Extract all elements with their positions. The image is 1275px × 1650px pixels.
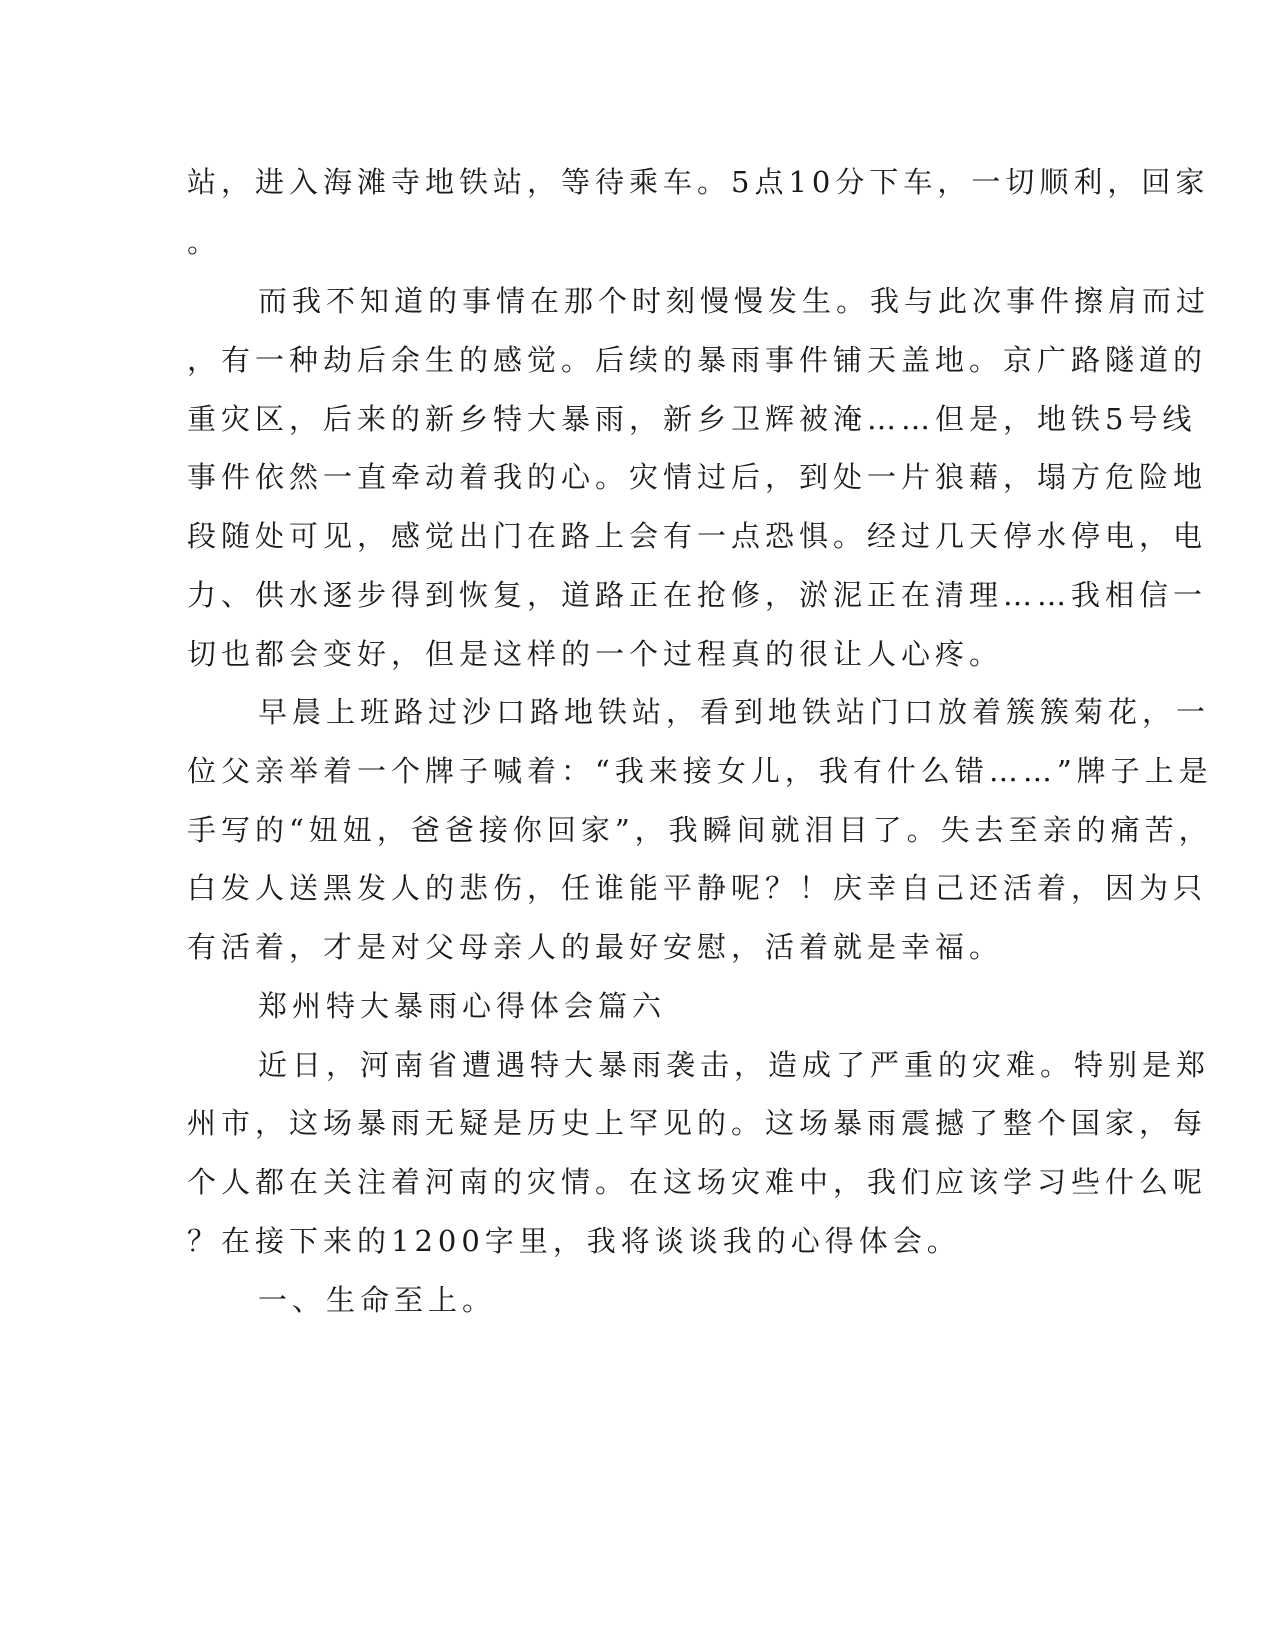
text-line: 重灾区，后来的新乡特大暴雨，新乡卫辉被淹……但是，地铁5号线 bbox=[187, 402, 1197, 436]
section-heading: 郑州特大暴雨心得体会篇六 bbox=[258, 989, 667, 1023]
text-line: 位父亲举着一个牌子喊着：“我来接女儿，我有什么错……”牌子上是 bbox=[187, 754, 1213, 788]
text-line: 切也都会变好，但是这样的一个过程真的很让人心疼。 bbox=[187, 637, 1004, 671]
paragraph-start: 早晨上班路过沙口路地铁站，看到地铁站门口放着簇簇菊花，一 bbox=[258, 695, 1211, 729]
text-line: 事件依然一直牵动着我的心。灾情过后，到处一片狼藉，塌方危险地 bbox=[187, 460, 1208, 494]
text-line: ？在接下来的1200字里，我将谈谈我的心得体会。 bbox=[187, 1224, 961, 1258]
text-line: 段随处可见，感觉出门在路上会有一点恐惧。经过几天停水停电，电 bbox=[187, 519, 1208, 553]
text-line: 。 bbox=[187, 225, 222, 259]
subheading: 一、生命至上。 bbox=[258, 1283, 497, 1317]
text-line: 力、供水逐步得到恢复，道路正在抢修，淤泥正在清理……我相信一 bbox=[187, 578, 1208, 612]
paragraph-start: 而我不知道的事情在那个时刻慢慢发生。我与此次事件擦肩而过 bbox=[258, 284, 1211, 318]
text-line: 州市，这场暴雨无疑是历史上罕见的。这场暴雨震撼了整个国家，每 bbox=[187, 1106, 1208, 1140]
paragraph-start: 近日，河南省遭遇特大暴雨袭击，造成了严重的灾难。特别是郑 bbox=[258, 1048, 1211, 1082]
text-line: ，有一种劫后余生的感觉。后续的暴雨事件铺天盖地。京广路隧道的 bbox=[187, 343, 1208, 377]
text-line: 个人都在关注着河南的灾情。在这场灾难中，我们应该学习些什么呢 bbox=[187, 1165, 1208, 1199]
text-line: 站，进入海滩寺地铁站，等待乘车。5点10分下车，一切顺利，回家 bbox=[187, 165, 1210, 199]
text-line: 手写的“妞妞，爸爸接你回家”，我瞬间就泪目了。失去至亲的痛苦， bbox=[187, 813, 1213, 847]
text-line: 有活着，才是对父母亲人的最好安慰，活着就是幸福。 bbox=[187, 930, 1004, 964]
text-line: 白发人送黑发人的悲伤，任谁能平静呢？！庆幸自己还活着，因为只 bbox=[187, 871, 1208, 905]
